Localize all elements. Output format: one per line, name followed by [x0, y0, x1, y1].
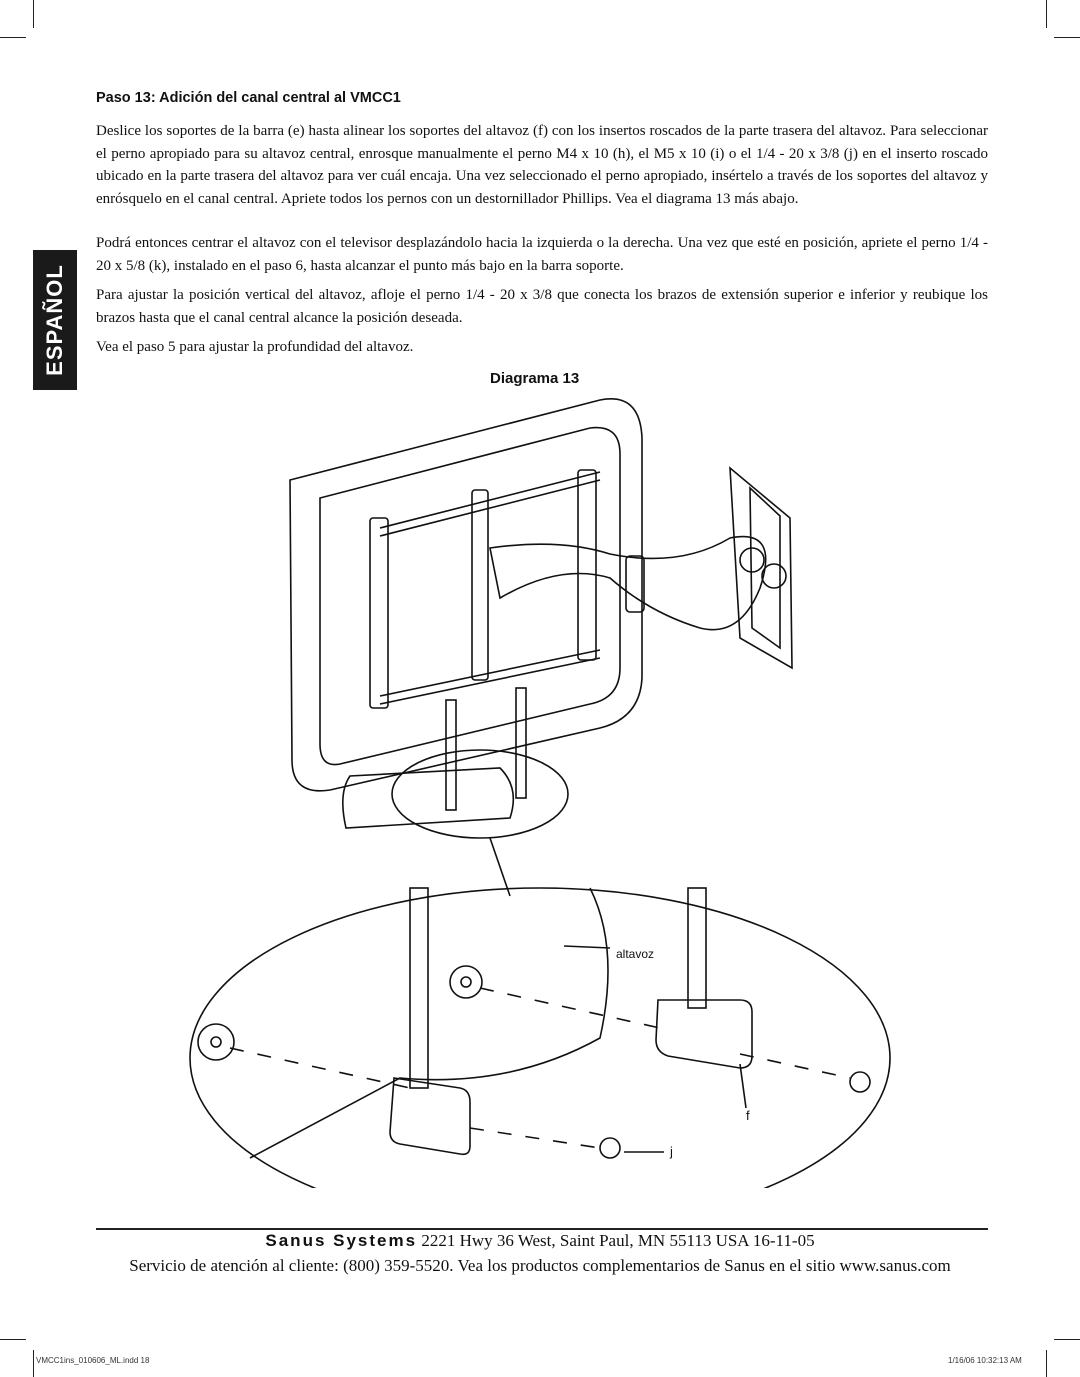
speaker-bracket-left	[446, 700, 456, 810]
slug-file: VMCC1ins_010606_ML.indd 18	[36, 1356, 150, 1365]
paragraph-2: Podrá entonces centrar el altavoz con el televisor desplazándolo hacia la izquierda o la derecha. Una vez que esté en posición, apriete el perno 1/4 - 20 x 5/8 (k), instalado en el paso 6, hasta alcanzar el punto más bajo en la barra soporte.	[96, 235, 988, 274]
paragraph-1: Deslice los soportes de la barra (e) hasta alinear los soportes del altavoz (f) con los insertos roscados de la parte trasera del altavoz. Para seleccionar el perno apropiado para su altavoz central, enrosque manualmente el perno M4 x 10 (h), el M5 x 10 (i) o el 1/4 - 20 x 3/8 (j) en el inserto roscado ubicado en la parte trasera del altavoz para ver cuál encaja. Una vez seleccionado el perno apropiado, insértelo a través de los soportes del altavoz y enrósquelo en el canal central. Apriete todos los pernos con un destornillador Phillips. Vea el diagrama 13 más abajo.	[96, 123, 988, 207]
footer-address-line	[0, 1231, 1080, 1251]
footer-address: 2221 Hwy 36 West, Saint Paul, MN 55113 USA 16-11-05	[421, 1231, 815, 1250]
zoom-connector	[490, 838, 510, 896]
paragraph-4: Vea el paso 5 para ajustar la profundidad del altavoz.	[96, 339, 414, 355]
crop-mark-top-right-horizontal	[1054, 37, 1080, 38]
label-j: j	[670, 1144, 673, 1159]
diagram-13-illustration	[180, 388, 900, 1188]
articulating-arm	[490, 537, 766, 630]
footer-rule	[96, 1228, 988, 1230]
screw-j	[600, 1138, 620, 1158]
step-title: Paso 13: Adición del canal central al VMCC1	[96, 90, 401, 106]
zoom-circle-small	[392, 750, 568, 838]
threaded-insert-left	[198, 1024, 234, 1060]
alignment-line-lower	[470, 1128, 600, 1148]
tv-frame	[290, 399, 642, 791]
center-speaker	[343, 768, 514, 828]
bracket-rail-right	[578, 470, 596, 660]
footer-brand: Sanus Systems	[265, 1231, 418, 1250]
alignment-line-upper	[480, 988, 660, 1028]
diagram-title: Diagrama 13	[490, 370, 580, 387]
crop-mark-bottom-left-horizontal	[0, 1339, 26, 1340]
wall-plate-hole-top	[740, 548, 764, 572]
bottom-bar	[380, 650, 600, 704]
speaker-bracket-right	[516, 688, 526, 798]
alignment-line-left	[230, 1048, 410, 1088]
speaker-bracket-f	[656, 1000, 752, 1068]
label-speaker: altavoz	[616, 947, 655, 961]
crop-mark-top-right-vertical	[1046, 0, 1047, 28]
leader-speaker	[564, 946, 610, 948]
wall-plate-hole-bottom	[762, 564, 786, 588]
zoom-ellipse-large	[190, 888, 890, 1188]
speaker-body-detail	[250, 888, 608, 1158]
slug-timestamp: 1/16/06 10:32:13 AM	[948, 1356, 1022, 1365]
screw-right	[850, 1072, 870, 1092]
threaded-insert-left-hole	[211, 1037, 221, 1047]
crop-mark-top-left-vertical	[33, 0, 34, 28]
leader-f	[740, 1064, 746, 1108]
footer-service-line: Servicio de atención al cliente: (800) 359-5520. Vea los productos complementarios de Sanus en el sitio www.sanus.com	[129, 1256, 951, 1275]
threaded-insert-right-hole	[461, 977, 471, 987]
rail-detail-left	[410, 888, 428, 1088]
threaded-insert-right	[450, 966, 482, 998]
crop-mark-bottom-right-horizontal	[1054, 1339, 1080, 1340]
alignment-line-right	[740, 1054, 850, 1078]
crop-mark-top-left-horizontal	[0, 37, 26, 38]
bracket-rail-center	[472, 490, 488, 680]
bracket-rail-left	[370, 518, 388, 708]
label-f: f	[746, 1108, 750, 1123]
top-bar	[380, 472, 600, 536]
language-tab-label: ESPAÑOL	[42, 264, 67, 376]
language-tab	[33, 250, 77, 390]
crop-mark-bottom-right-vertical	[1046, 1350, 1047, 1377]
paragraph-3: Para ajustar la posición vertical del altavoz, afloje el perno 1/4 - 20 x 3/8 que conecta los brazos de extensión superior e inferior y reubique los brazos hasta que el canal central alcance la posición deseada.	[96, 287, 988, 326]
speaker-bracket-lower	[390, 1078, 470, 1154]
crop-mark-bottom-left-vertical	[33, 1350, 34, 1377]
